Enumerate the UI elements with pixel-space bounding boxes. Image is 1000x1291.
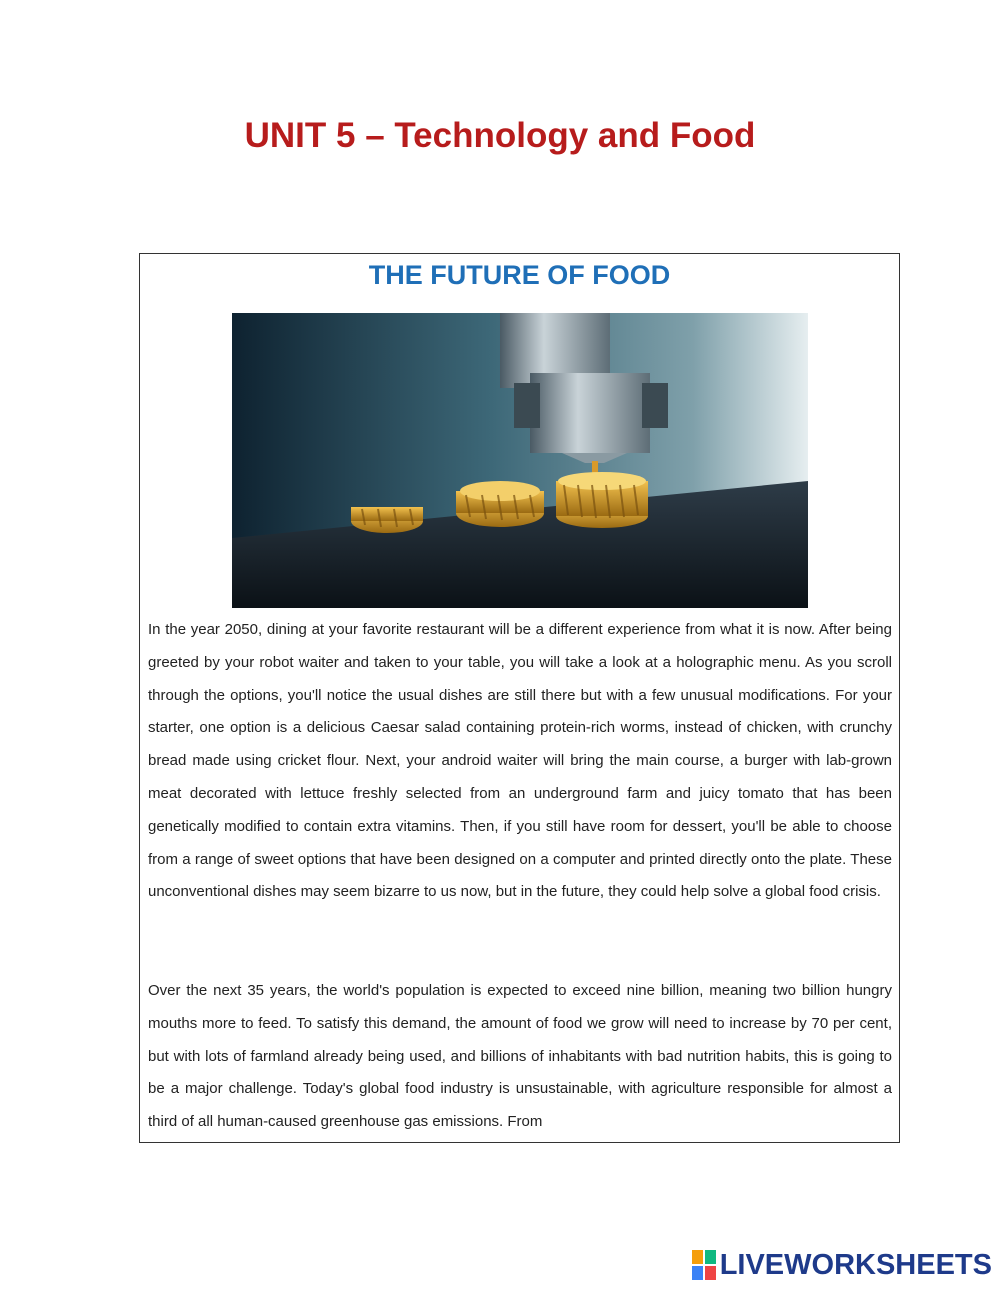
- logo-text: LIVEWORKSHEETS: [719, 1248, 992, 1281]
- article-frame: [139, 253, 900, 1143]
- liveworksheets-logo-icon: [692, 1250, 716, 1280]
- unit-title: UNIT 5 – Technology and Food: [244, 116, 756, 155]
- food-printer-photo: [232, 313, 808, 608]
- liveworksheets-logo: [692, 1245, 992, 1285]
- article-paragraph: Over the next 35 years, the world's population is expected to exceed nine billion, meaning two billion hungry mouths more to feed. To satisfy this demand, the amount of food we grow will need to increase by 70 per cent, but with lots of farmland already being used, and billions of inhabitants with bad nutrition habits, this is going to be a major challenge. Today's global food industry is unsustainable, with agriculture responsible for almost a third of all human-caused greenhouse gas emissions. From: [148, 982, 892, 1131]
- article-title: THE FUTURE OF FOOD: [368, 260, 671, 290]
- article-paragraph: In the year 2050, dining at your favorite restaurant will be a different experience from what it is now. After being greeted by your robot waiter and taken to your table, you will take a look at a holographic menu. As you scroll through the options, you'll notice the usual dishes are still there but with a few unusual modifications. For your starter, one option is a delicious Caesar salad containing protein-rich worms, instead of chicken, with crunchy bread made using cricket flour. Next, your android waiter will bring the main course, a burger with lab-grown meat decorated with lettuce freshly selected from an underground farm and juicy tomato that has been genetically modified to contain extra vitamins. Then, if you still have room for dessert, you'll be able to choose from a range of sweet options that have been designed on a computer and printed directly onto the plate. These unconventional dishes may seem bizarre to us now, but in the future, they could help solve a global food crisis.: [148, 621, 892, 901]
